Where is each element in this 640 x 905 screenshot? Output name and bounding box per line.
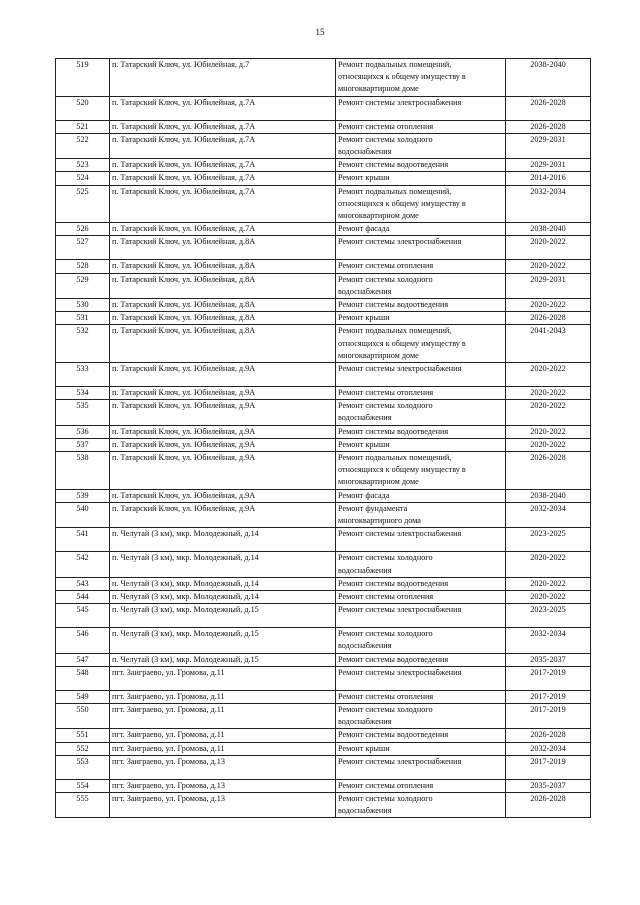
row-period: 2026-2028	[506, 120, 591, 133]
row-number: 521	[56, 120, 110, 133]
table-row	[56, 690, 591, 703]
table-row	[56, 628, 591, 653]
row-work-type: Ремонт системы отопления	[336, 590, 506, 603]
row-work-type: Ремонт подвальных помещений, относящихся к общему имуществу в многоквартирном доме	[336, 325, 506, 363]
table-row	[56, 792, 591, 817]
row-number: 525	[56, 185, 110, 223]
row-work-type: Ремонт системы отопления	[336, 690, 506, 703]
row-work-type: Ремонт подвальных помещений, относящихся к общему имуществу в многоквартирном доме	[336, 185, 506, 223]
row-address: пгт. Заиграево, ул. Громова, д.11	[110, 666, 336, 690]
row-work-type: Ремонт системы отопления	[336, 120, 506, 133]
row-work-type: Ремонт системы водоотведения	[336, 653, 506, 666]
table-row	[56, 236, 591, 260]
table-row	[56, 159, 591, 172]
row-work-type: Ремонт системы отопления	[336, 260, 506, 273]
row-work-type: Ремонт системы холодного водоснабжения	[336, 273, 506, 298]
row-period: 2032-2034	[506, 185, 591, 223]
row-address: п. Татарский Ключ, ул. Юбилейная, д.7	[110, 59, 336, 97]
row-number: 529	[56, 273, 110, 298]
row-period: 2026-2028	[506, 792, 591, 817]
row-work-type: Ремонт системы водоотведения	[336, 577, 506, 590]
row-work-type: Ремонт системы холодного водоснабжения	[336, 133, 506, 158]
row-number: 520	[56, 96, 110, 120]
row-work-type: Ремонт системы холодного водоснабжения	[336, 628, 506, 653]
row-number: 522	[56, 133, 110, 158]
row-number: 553	[56, 755, 110, 779]
table-row	[56, 172, 591, 185]
row-period: 2017-2019	[506, 690, 591, 703]
row-number: 528	[56, 260, 110, 273]
row-work-type: Ремонт подвальных помещений, относящихся к общему имуществу в многоквартирном доме	[336, 59, 506, 97]
row-work-type: Ремонт фасада	[336, 223, 506, 236]
row-address: пгт. Заиграево, ул. Громова, д.13	[110, 755, 336, 779]
row-period: 2020-2022	[506, 438, 591, 451]
row-work-type: Ремонт подвальных помещений, относящихся к общему имуществу в многоквартирном доме	[336, 452, 506, 490]
row-address: п. Татарский Ключ, ул. Юбилейная, д.8А	[110, 260, 336, 273]
table-row	[56, 96, 591, 120]
row-period: 2020-2022	[506, 387, 591, 400]
row-number: 531	[56, 312, 110, 325]
row-number: 546	[56, 628, 110, 653]
row-period: 2020-2022	[506, 363, 591, 387]
row-work-type: Ремонт системы электроснабжения	[336, 363, 506, 387]
row-period: 2029-2031	[506, 159, 591, 172]
row-number: 547	[56, 653, 110, 666]
row-period: 2020-2022	[506, 590, 591, 603]
row-address: п. Татарский Ключ, ул. Юбилейная, д.9А	[110, 438, 336, 451]
table-row	[56, 59, 591, 97]
row-number: 523	[56, 159, 110, 172]
row-work-type: Ремонт системы холодного водоснабжения	[336, 792, 506, 817]
row-address: п. Челутай (3 км), мкр. Молодежный, д.15	[110, 653, 336, 666]
row-number: 535	[56, 400, 110, 425]
row-number: 530	[56, 299, 110, 312]
row-work-type: Ремонт системы водоотведения	[336, 729, 506, 742]
table-row	[56, 387, 591, 400]
row-address: пгт. Заиграево, ул. Громова, д.11	[110, 729, 336, 742]
row-address: п. Татарский Ключ, ул. Юбилейная, д.7А	[110, 96, 336, 120]
row-period: 2017-2019	[506, 666, 591, 690]
row-number: 550	[56, 703, 110, 728]
row-address: п. Татарский Ключ, ул. Юбилейная, д.9А	[110, 502, 336, 527]
row-number: 549	[56, 690, 110, 703]
row-work-type: Ремонт системы холодного водоснабжения	[336, 552, 506, 577]
row-number: 537	[56, 438, 110, 451]
row-number: 526	[56, 223, 110, 236]
row-work-type: Ремонт системы холодного водоснабжения	[336, 703, 506, 728]
row-address: п. Челутай (3 км), мкр. Молодежный, д.15	[110, 604, 336, 628]
row-work-type: Ремонт системы электроснабжения	[336, 755, 506, 779]
row-period: 2035-2037	[506, 653, 591, 666]
row-period: 2017-2019	[506, 703, 591, 728]
row-number: 536	[56, 425, 110, 438]
row-address: п. Татарский Ключ, ул. Юбилейная, д.9А	[110, 387, 336, 400]
row-period: 2017-2019	[506, 755, 591, 779]
row-work-type: Ремонт крыши	[336, 742, 506, 755]
row-number: 539	[56, 489, 110, 502]
row-number: 533	[56, 363, 110, 387]
row-period: 2026-2028	[506, 312, 591, 325]
row-period: 2020-2022	[506, 299, 591, 312]
row-period: 2020-2022	[506, 425, 591, 438]
row-period: 2020-2022	[506, 400, 591, 425]
row-address: п. Татарский Ключ, ул. Юбилейная, д.9А	[110, 363, 336, 387]
row-work-type: Ремонт системы отопления	[336, 779, 506, 792]
row-address: п. Татарский Ключ, ул. Юбилейная, д.8А	[110, 236, 336, 260]
table-row	[56, 653, 591, 666]
row-address: п. Челутай (3 км), мкр. Молодежный, д.15	[110, 628, 336, 653]
row-work-type: Ремонт системы электроснабжения	[336, 96, 506, 120]
row-period: 2032-2034	[506, 628, 591, 653]
table-row	[56, 590, 591, 603]
table-row	[56, 604, 591, 628]
row-work-type: Ремонт крыши	[336, 172, 506, 185]
row-address: пгт. Заиграево, ул. Громова, д.11	[110, 703, 336, 728]
row-address: п. Татарский Ключ, ул. Юбилейная, д.7А	[110, 133, 336, 158]
row-number: 532	[56, 325, 110, 363]
table-row	[56, 452, 591, 490]
row-number: 551	[56, 729, 110, 742]
row-address: п. Татарский Ключ, ул. Юбилейная, д.9А	[110, 400, 336, 425]
row-period: 2032-2034	[506, 502, 591, 527]
table-row	[56, 502, 591, 527]
row-number: 527	[56, 236, 110, 260]
row-address: п. Челутай (3 км), мкр. Молодежный, д.14	[110, 590, 336, 603]
row-address: п. Татарский Ключ, ул. Юбилейная, д.8А	[110, 312, 336, 325]
row-period: 2020-2022	[506, 552, 591, 577]
table-row	[56, 185, 591, 223]
table-row	[56, 273, 591, 298]
table-row	[56, 133, 591, 158]
row-address: п. Татарский Ключ, ул. Юбилейная, д.9А	[110, 489, 336, 502]
row-number: 519	[56, 59, 110, 97]
row-period: 2041-2043	[506, 325, 591, 363]
row-period: 2020-2022	[506, 236, 591, 260]
row-work-type: Ремонт системы электроснабжения	[336, 528, 506, 552]
row-period: 2014-2016	[506, 172, 591, 185]
row-work-type: Ремонт системы водоотведения	[336, 299, 506, 312]
table-row	[56, 120, 591, 133]
table-row	[56, 742, 591, 755]
row-number: 534	[56, 387, 110, 400]
row-number: 541	[56, 528, 110, 552]
table-row	[56, 260, 591, 273]
row-address: п. Татарский Ключ, ул. Юбилейная, д.8А	[110, 273, 336, 298]
row-number: 554	[56, 779, 110, 792]
repair-schedule-table	[55, 58, 591, 818]
row-number: 545	[56, 604, 110, 628]
table-row	[56, 299, 591, 312]
row-number: 540	[56, 502, 110, 527]
row-period: 2035-2037	[506, 779, 591, 792]
row-work-type: Ремонт фундамента многоквартирного дома	[336, 502, 506, 527]
table-row	[56, 438, 591, 451]
row-work-type: Ремонт системы электроснабжения	[336, 236, 506, 260]
row-number: 543	[56, 577, 110, 590]
row-period: 2026-2028	[506, 452, 591, 490]
row-work-type: Ремонт системы электроснабжения	[336, 666, 506, 690]
row-address: п. Татарский Ключ, ул. Юбилейная, д.7А	[110, 223, 336, 236]
table-row	[56, 552, 591, 577]
row-address: п. Татарский Ключ, ул. Юбилейная, д.7А	[110, 120, 336, 133]
row-address: п. Челутай (3 км), мкр. Молодежный, д.14	[110, 528, 336, 552]
row-number: 542	[56, 552, 110, 577]
row-number: 555	[56, 792, 110, 817]
row-period: 2038-2040	[506, 223, 591, 236]
table-row	[56, 779, 591, 792]
table-row	[56, 325, 591, 363]
row-work-type: Ремонт системы водоотведения	[336, 159, 506, 172]
row-address: п. Татарский Ключ, ул. Юбилейная, д.7А	[110, 159, 336, 172]
table-row	[56, 666, 591, 690]
row-work-type: Ремонт фасада	[336, 489, 506, 502]
row-work-type: Ремонт крыши	[336, 312, 506, 325]
row-work-type: Ремонт системы электроснабжения	[336, 604, 506, 628]
table-row	[56, 703, 591, 728]
table-row	[56, 223, 591, 236]
table-row	[56, 528, 591, 552]
table-row	[56, 363, 591, 387]
row-number: 544	[56, 590, 110, 603]
row-address: п. Челутай (3 км), мкр. Молодежный, д.14	[110, 552, 336, 577]
row-work-type: Ремонт крыши	[336, 438, 506, 451]
table-row	[56, 729, 591, 742]
row-period: 2020-2022	[506, 577, 591, 590]
row-work-type: Ремонт системы отопления	[336, 387, 506, 400]
row-address: пгт. Заиграево, ул. Громова, д.11	[110, 690, 336, 703]
row-period: 2038-2040	[506, 59, 591, 97]
row-work-type: Ремонт системы водоотведения	[336, 425, 506, 438]
row-work-type: Ремонт системы холодного водоснабжения	[336, 400, 506, 425]
row-period: 2032-2034	[506, 742, 591, 755]
row-number: 538	[56, 452, 110, 490]
row-period: 2029-2031	[506, 133, 591, 158]
table-row	[56, 400, 591, 425]
row-period: 2029-2031	[506, 273, 591, 298]
table-row	[56, 425, 591, 438]
row-address: пгт. Заиграево, ул. Громова, д.13	[110, 779, 336, 792]
row-number: 552	[56, 742, 110, 755]
row-number: 524	[56, 172, 110, 185]
row-period: 2023-2025	[506, 528, 591, 552]
page-number: 15	[315, 27, 325, 37]
row-address: п. Татарский Ключ, ул. Юбилейная, д.9А	[110, 425, 336, 438]
row-address: п. Татарский Ключ, ул. Юбилейная, д.7А	[110, 185, 336, 223]
row-address: п. Татарский Ключ, ул. Юбилейная, д.8А	[110, 299, 336, 312]
row-address: п. Татарский Ключ, ул. Юбилейная, д.7А	[110, 172, 336, 185]
table-row	[56, 312, 591, 325]
table-row	[56, 755, 591, 779]
table-row	[56, 577, 591, 590]
row-period: 2023-2025	[506, 604, 591, 628]
row-address: пгт. Заиграево, ул. Громова, д.13	[110, 792, 336, 817]
row-address: пгт. Заиграево, ул. Громова, д.11	[110, 742, 336, 755]
row-period: 2026-2028	[506, 96, 591, 120]
row-period: 2026-2028	[506, 729, 591, 742]
row-period: 2038-2040	[506, 489, 591, 502]
row-number: 548	[56, 666, 110, 690]
table-body	[56, 59, 591, 818]
row-address: п. Татарский Ключ, ул. Юбилейная, д.8А	[110, 325, 336, 363]
row-address: п. Татарский Ключ, ул. Юбилейная, д.9А	[110, 452, 336, 490]
table-row	[56, 489, 591, 502]
row-address: п. Челутай (3 км), мкр. Молодежный, д.14	[110, 577, 336, 590]
row-period: 2020-2022	[506, 260, 591, 273]
